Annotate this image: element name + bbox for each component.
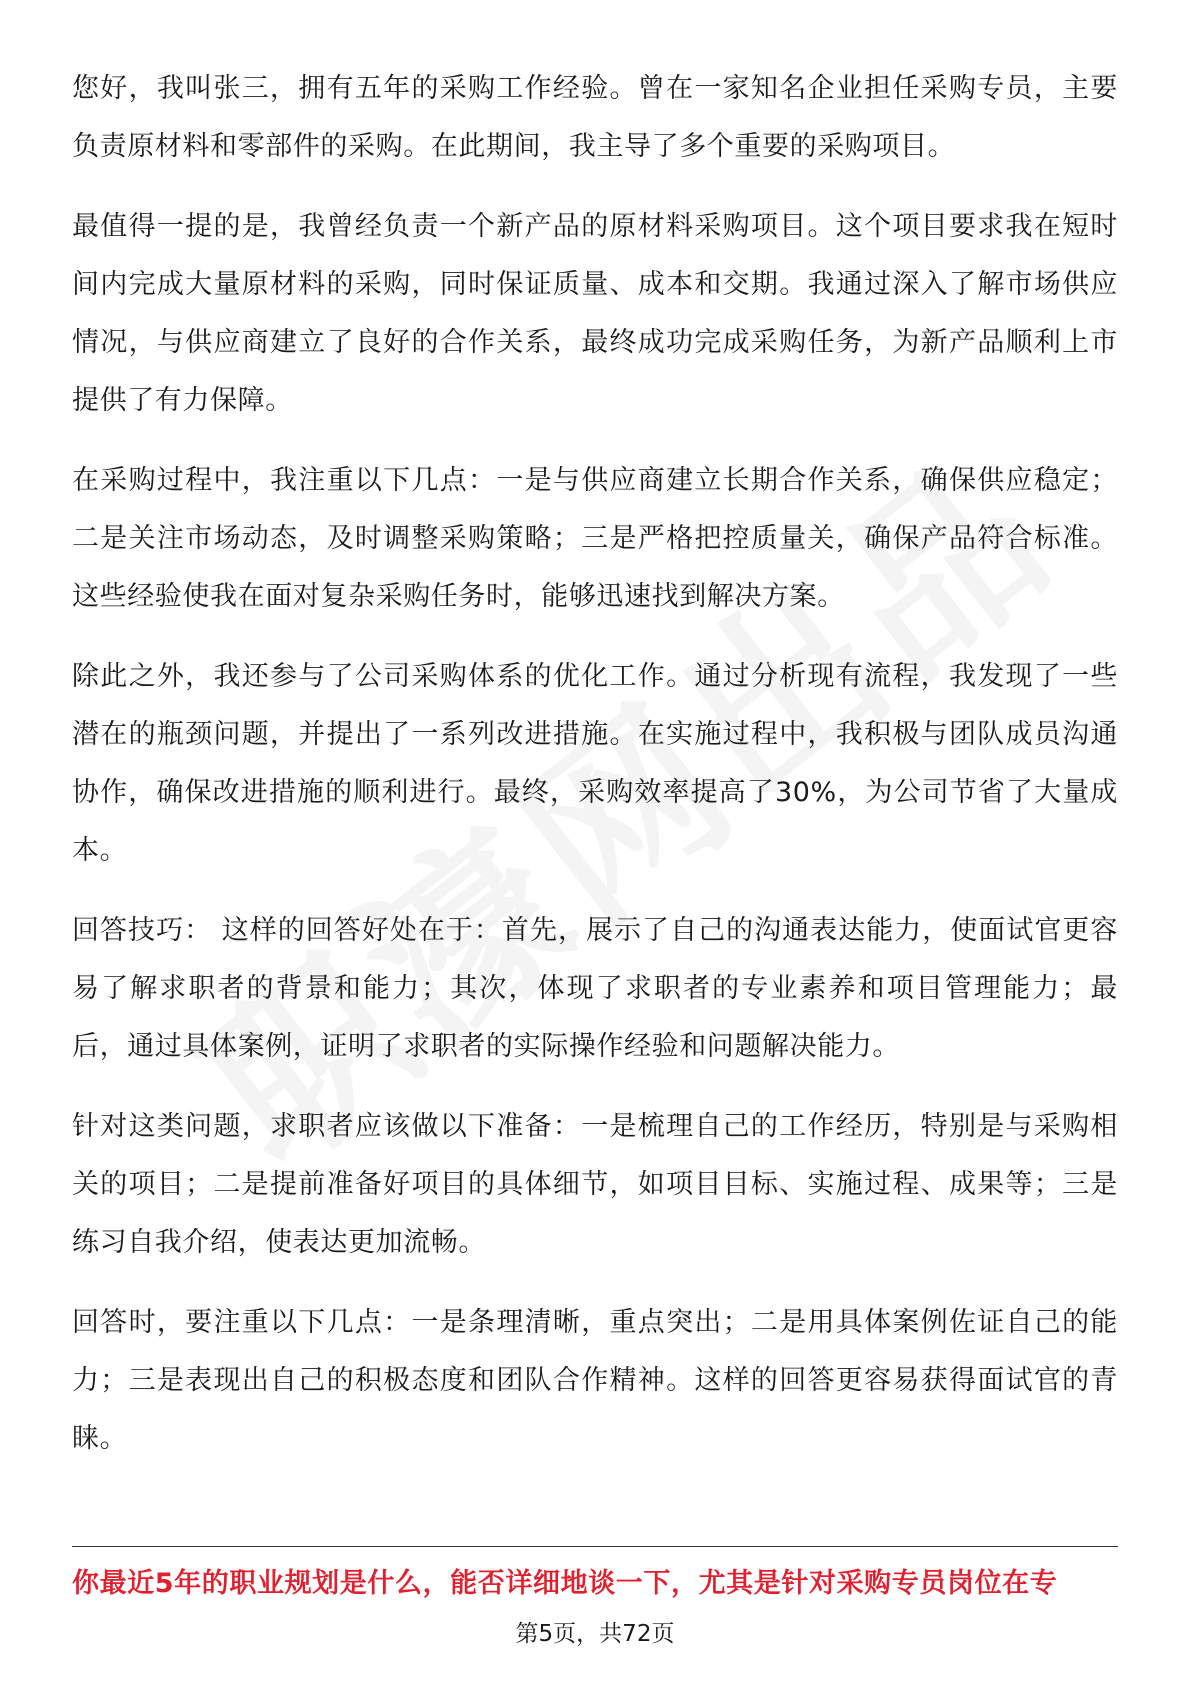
paragraph-process: 在采购过程中，我注重以下几点：一是与供应商建立长期合作关系，确保供应稳定；二是关注市场动态，及时调整采购策略；三是严格把控质量关，确保产品符合标准。这些经验使我在面对复杂采购任务时，能够迅速找到解决方案。 — [72, 465, 1118, 612]
next-question-heading: 你最近5年的职业规划是什么，能否详细地谈一下，尤其是针对采购专员岗位在专 — [72, 1568, 1058, 1599]
paragraph-project: 最值得一提的是，我曾经负责一个新产品的原材料采购项目。这个项目要求我在短时间内完成大量原材料的采购，同时保证质量、成本和交期。我通过深入了解市场供应情况，与供应商建立了良好的合作关系，最终成功完成采购任务，为新产品顺利上市提供了有力保障。 — [72, 211, 1118, 416]
paragraph-optimization: 除此之外，我还参与了公司采购体系的优化工作。通过分析现有流程，我发现了一些潜在的瓶颈问题，并提出了一系列改进措施。在实施过程中，我积极与团队成员沟通协作，确保改进措施的顺利进行。最终，采购效率提高了30%，为公司节省了大量成本。 — [72, 661, 1118, 866]
paragraph-intro: 您好，我叫张三，拥有五年的采购工作经验。曾在一家知名企业担任采购专员，主要负责原材料和零部件的采购。在此期间，我主导了多个重要的采购项目。 — [72, 73, 1118, 162]
paragraph-preparation: 针对这类问题，求职者应该做以下准备：一是梳理自己的工作经历，特别是与采购相关的项目；二是提前准备好项目的具体细节，如项目目标、实施过程、成果等；三是练习自我介绍，使表达更加流畅。 — [72, 1111, 1118, 1258]
paragraph-tips: 回答技巧： 这样的回答好处在于：首先，展示了自己的沟通表达能力，使面试官更容易了解求职者的背景和能力；其次，体现了求职者的专业素养和项目管理能力；最后，通过具体案例，证明了求职者的实际操作经验和问题解决能力。 — [72, 915, 1118, 1062]
answer-body — [72, 60, 1118, 1490]
section-divider — [72, 1546, 1118, 1547]
paragraph-key-points: 回答时，要注重以下几点：一是条理清晰，重点突出；二是用具体案例佐证自己的能力；三是表现出自己的积极态度和团队合作精神。这样的回答更容易获得面试官的青睐。 — [72, 1307, 1118, 1454]
page-footer: 第5页，共72页 — [515, 1621, 675, 1647]
